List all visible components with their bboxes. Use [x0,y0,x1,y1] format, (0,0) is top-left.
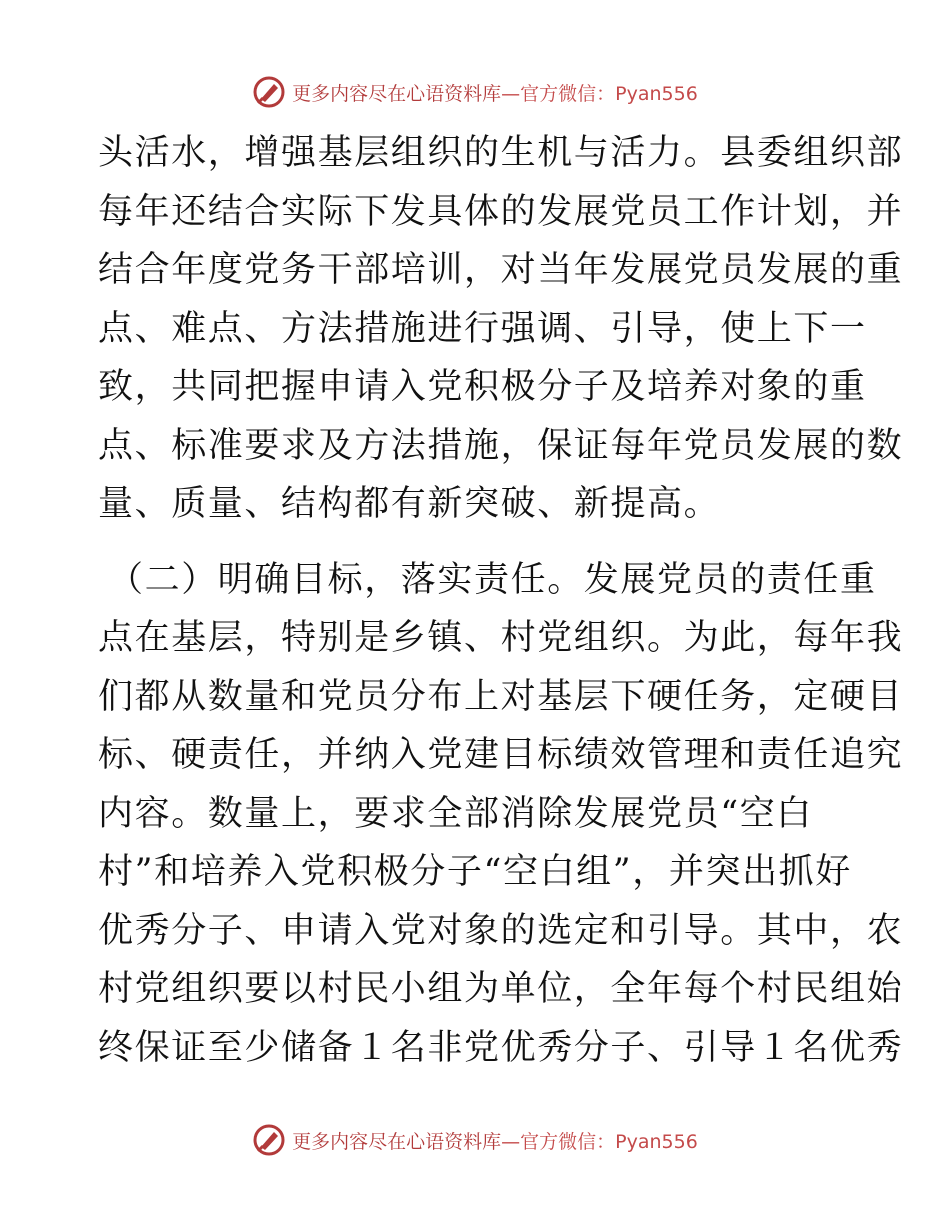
brand-logo-icon [252,1123,286,1157]
text-line: 们都从数量和党员分布上对基层下硬任务，定硬目 [98,676,904,717]
text-line: 村”和培养入党积极分子“空白组”，并突出抓好 [98,852,852,892]
text-line: 内容。数量上，要求全部消除发展党员“空白 [98,793,813,834]
header-banner [0,72,950,112]
text-line: 村党组织要以村民小组为单位，全年每个村民组始 [98,969,904,1009]
header-banner-text: 更多内容尽在心语资料库 [292,82,502,105]
text-line: 点、难点、方法措施进行强调、引导，使上下一 [98,308,867,349]
brand-logo-icon [252,75,286,109]
text-line: 头活水，增强基层组织的生机与活力。县委组织部 [98,133,904,173]
footer-banner-text: 更多内容尽在心语资料库 [292,1130,502,1153]
text-line: 点在基层，特别是乡镇、村党组织。为此，每年我 [98,618,904,658]
text-line: 致，共同把握申请入党积极分子及培养对象的重 [98,367,867,407]
footer-banner [0,1120,950,1160]
section-heading-line: （二）明确目标，落实责任。发展党员的责任重 [108,559,877,600]
text-line: 量、质量、结构都有新突破、新提高。 [98,484,721,524]
header-banner-tail: —官方微信：Pyan556 [501,82,698,105]
footer-banner-tail: —官方微信：Pyan556 [501,1130,698,1153]
text-line: 标、硬责任，并纳入党建目标绩效管理和责任追究 [98,735,904,775]
text-line: 每年还结合实际下发具体的发展党员工作计划，并 [98,191,904,232]
text-line: 终保证至少储备１名非党优秀分子、引导１名优秀 [98,1027,904,1068]
document-body [98,124,904,1077]
text-line: 优秀分子、申请入党对象的选定和引导。其中，农 [98,910,904,951]
text-line: 结合年度党务干部培训，对当年发展党员发展的重 [98,250,904,290]
text-line: 点、标准要求及方法措施，保证每年党员发展的数 [98,425,904,466]
